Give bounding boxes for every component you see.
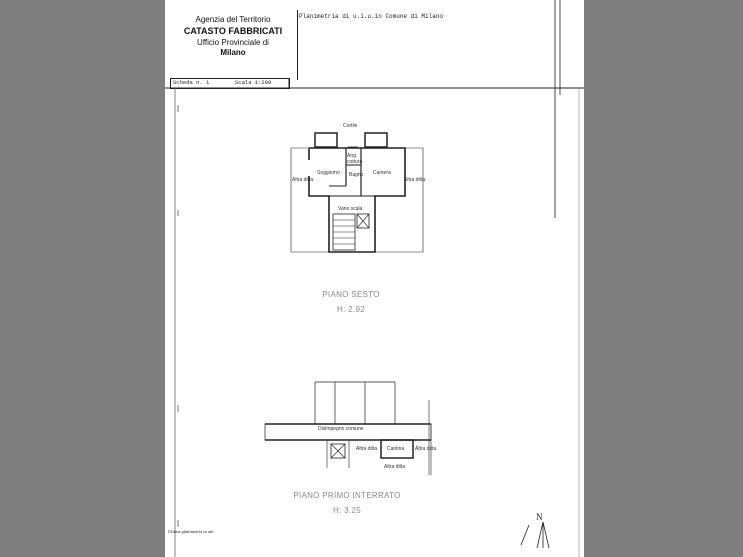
floor-name-lower: PIANO PRIMO INTERRATO xyxy=(293,491,401,500)
room-label-bagno: Bagno xyxy=(349,172,364,178)
room-label-altra-ditta-2: Altra ditta xyxy=(415,446,437,452)
last-planimetry-note: Ultima planimetria in atti xyxy=(168,529,214,534)
scale-value: Scala 1:200 xyxy=(235,79,272,86)
room-label-camera: Camera xyxy=(373,170,391,176)
room-label-altra-ditta-1: Altra ditta xyxy=(356,446,378,452)
room-label-ang-cottura: Ang. cottura xyxy=(347,153,363,165)
floor-height-upper: H: 2.92 xyxy=(337,305,365,314)
room-label-altra-ditta-right: Altra ditta xyxy=(404,177,426,183)
room-label-soggiorno: Soggiorno xyxy=(317,170,340,176)
room-label-vano-scala: Vano scala xyxy=(338,206,363,212)
scheda-number: Scheda n. 1 xyxy=(173,79,210,86)
room-label-cantina: Cantina xyxy=(387,446,405,452)
room-label-altra-ditta-3: Altra ditta xyxy=(384,464,406,470)
room-label-altra-ditta-left: Altra ditta xyxy=(292,177,314,183)
document-sheet xyxy=(165,0,584,557)
floor-plan-drawing xyxy=(165,0,584,557)
floor-name-upper: PIANO SESTO xyxy=(322,290,380,299)
room-label-disimpegno: Disimpegno comune xyxy=(318,426,364,432)
catasto-title: CATASTO FABBRICATI xyxy=(183,26,283,36)
agency-title: Agenzia del Territorio xyxy=(195,15,271,24)
room-label-cortile: Cortile xyxy=(343,123,358,129)
city-title: Milano xyxy=(220,48,246,57)
north-arrow-label: N xyxy=(536,512,543,522)
floor-height-lower: H: 3.25 xyxy=(333,506,361,515)
planimetria-caption: Planimetria di u.i.u.in Comune di Milano xyxy=(299,13,444,20)
office-title: Ufficio Provinciale di xyxy=(197,38,269,47)
